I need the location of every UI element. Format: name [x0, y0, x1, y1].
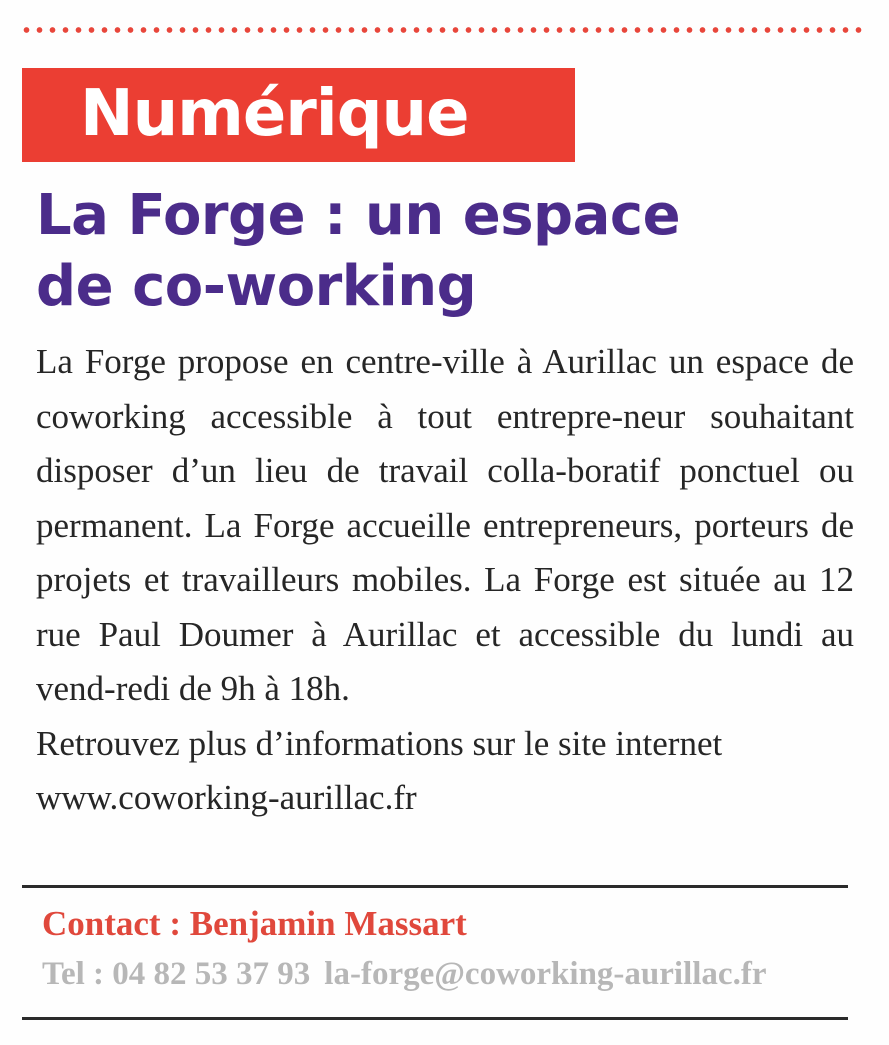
body-paragraph-1: La Forge propose en centre-ville à Aurillac un espace de coworking accessible à tout entrepre-neur souhaitant disposer d’un lieu de travail colla-boratif ponctuel ou permanent. La Forge accueille entrepreneurs, porteurs de projets et travailleurs mobiles. La Forge est située au 12 rue Paul Doumer à Aurillac et accessible du lundi au vend-redi de 9h à 18h. — [36, 342, 854, 708]
contact-name: Contact : Benjamin Massart — [42, 904, 467, 943]
headline-line-2: de co-working — [36, 254, 477, 319]
article-headline — [36, 180, 866, 322]
contact-bottom-rule — [22, 1017, 848, 1020]
body-paragraph-2-text: Retrouvez plus d’informations sur le site internet — [36, 723, 723, 763]
contact-details — [42, 952, 766, 996]
headline-line-1: La Forge : un espace — [36, 183, 681, 248]
body-paragraph-2 — [36, 717, 854, 826]
contact-top-rule — [22, 885, 848, 888]
dotted-divider — [20, 25, 865, 35]
category-banner — [22, 68, 575, 162]
category-label: Numérique — [80, 77, 469, 151]
contact-email[interactable]: la-forge@coworking-aurillac.fr — [324, 956, 767, 992]
contact-phone: Tel : 04 82 53 37 93 — [42, 956, 311, 992]
website-link[interactable]: www.coworking-aurillac.fr — [36, 778, 417, 817]
article-body — [36, 335, 854, 826]
